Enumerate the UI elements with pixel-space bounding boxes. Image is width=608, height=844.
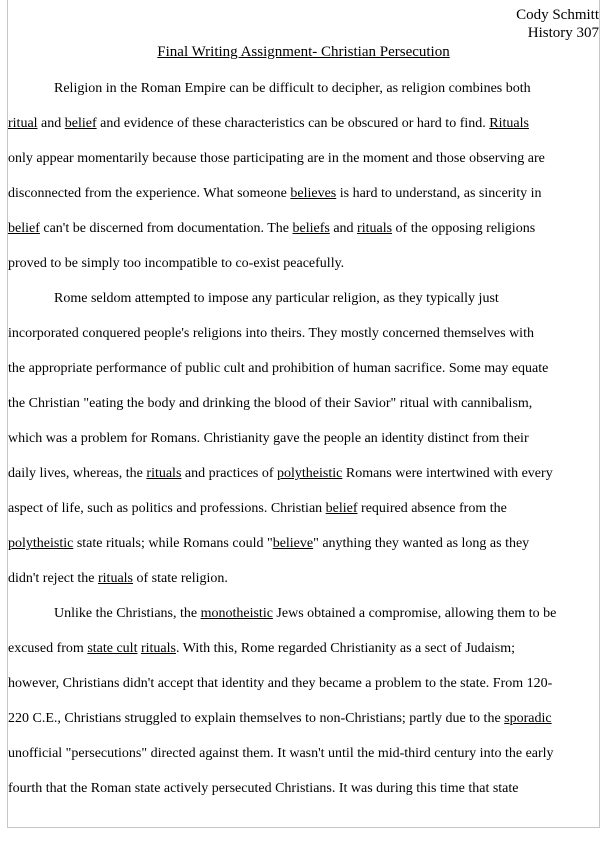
text-run: didn't reject the — [8, 571, 98, 586]
text-run: Religion in the Roman Empire can be difficult to decipher, as religion combines both — [54, 81, 531, 96]
text-line — [8, 360, 548, 378]
underlined-term: Rituals — [489, 116, 529, 131]
text-line — [8, 710, 552, 728]
document-title: Final Writing Assignment- Christian Persecution — [157, 44, 450, 60]
underlined-term: belief — [325, 501, 358, 516]
text-run: aspect of life, such as politics and professions. Christian — [8, 501, 326, 516]
underlined-term: rituals — [98, 571, 133, 586]
text-run: " anything they wanted as long as they — [313, 536, 530, 551]
author-name: Cody Schmitt — [516, 7, 599, 23]
text-line — [54, 80, 531, 98]
underlined-term: rituals — [140, 641, 176, 656]
text-run: is hard to understand, as sincerity in — [336, 186, 542, 201]
text-run: which was a problem for Romans. Christianity gave the people an identity distinct from their — [8, 431, 529, 446]
underlined-term: ritual — [8, 116, 38, 131]
text-run: Unlike the Christians, the — [54, 606, 201, 621]
text-run: unofficial "persecutions" directed against them. It wasn't until the mid-third century into the early — [8, 746, 554, 761]
text-run: 220 C.E., Christians struggled to explain themselves to non-Christians; partly due to the — [8, 711, 505, 726]
text-run: daily lives, whereas, the — [8, 466, 147, 481]
underlined-term: believe — [272, 536, 314, 551]
text-run: the appropriate performance of public cult and prohibition of human sacrifice. Some may equate — [8, 361, 549, 376]
text-line — [8, 675, 552, 693]
text-run: the Christian "eating the body and drinking the blood of their Savior" ritual with cannibalism, — [8, 396, 533, 411]
text-run: required absence from the — [357, 501, 507, 516]
text-run: proved to be simply too incompatible to co-exist peacefully. — [8, 256, 345, 271]
text-run: and practices of — [181, 466, 278, 481]
text-line — [8, 535, 529, 553]
text-line — [8, 430, 529, 448]
text-line — [8, 325, 534, 343]
underlined-term: rituals — [357, 221, 393, 236]
underlined-term: state cult — [87, 641, 138, 656]
underlined-term: sporadic — [504, 711, 552, 726]
text-run: and — [37, 116, 65, 131]
text-run: can't be discerned from documentation. The — [39, 221, 293, 236]
text-run: . With this, Rome regarded Christianity as a sect of Judaism; — [175, 641, 515, 656]
underlined-term: believes — [290, 186, 337, 201]
text-line — [8, 115, 529, 133]
text-run: incorporated conquered people's religions into theirs. They mostly concerned themselves with — [8, 326, 534, 341]
text-run: only appear momentarily because those participating are in the moment and those observing are — [8, 151, 545, 166]
text-line — [8, 255, 344, 273]
text-run: and — [329, 221, 358, 236]
text-line — [8, 220, 535, 238]
text-line — [8, 570, 228, 588]
course-name: History 307 — [527, 25, 599, 41]
underlined-term: rituals — [146, 466, 182, 481]
text-line — [8, 745, 554, 763]
text-run: disconnected from the experience. What someone — [8, 186, 291, 201]
text-line — [8, 640, 515, 658]
text-line — [8, 780, 519, 798]
underlined-term: polytheistic — [277, 466, 343, 481]
underlined-term: polytheistic — [8, 536, 74, 551]
text-line — [54, 605, 556, 623]
text-line — [8, 465, 553, 483]
text-run: fourth that the Roman state actively persecuted Christians. It was during this time that state — [8, 781, 519, 796]
text-run: Jews obtained a compromise, allowing them to be — [272, 606, 557, 621]
underlined-term: belief — [8, 221, 40, 236]
text-run: excused from — [8, 641, 88, 656]
text-run: of the opposing religions — [392, 221, 536, 236]
text-run: however, Christians didn't accept that identity and they became a problem to the state. From 120- — [8, 676, 553, 691]
text-run: Romans were intertwined with every — [342, 466, 553, 481]
text-line — [8, 150, 545, 168]
text-line — [8, 500, 507, 518]
text-run: and evidence of these characteristics can be obscured or hard to find. — [96, 116, 490, 131]
text-run: state rituals; while Romans could " — [73, 536, 273, 551]
text-line — [54, 290, 499, 308]
underlined-term: belief — [64, 116, 97, 131]
text-line — [8, 395, 532, 413]
text-run: Rome seldom attempted to impose any particular religion, as they typically just — [54, 291, 499, 306]
text-line — [8, 185, 542, 203]
underlined-term: monotheistic — [200, 606, 273, 621]
text-run: of state religion. — [133, 571, 228, 586]
underlined-term: beliefs — [292, 221, 330, 236]
header-block — [516, 6, 599, 42]
document-page — [7, 0, 600, 828]
